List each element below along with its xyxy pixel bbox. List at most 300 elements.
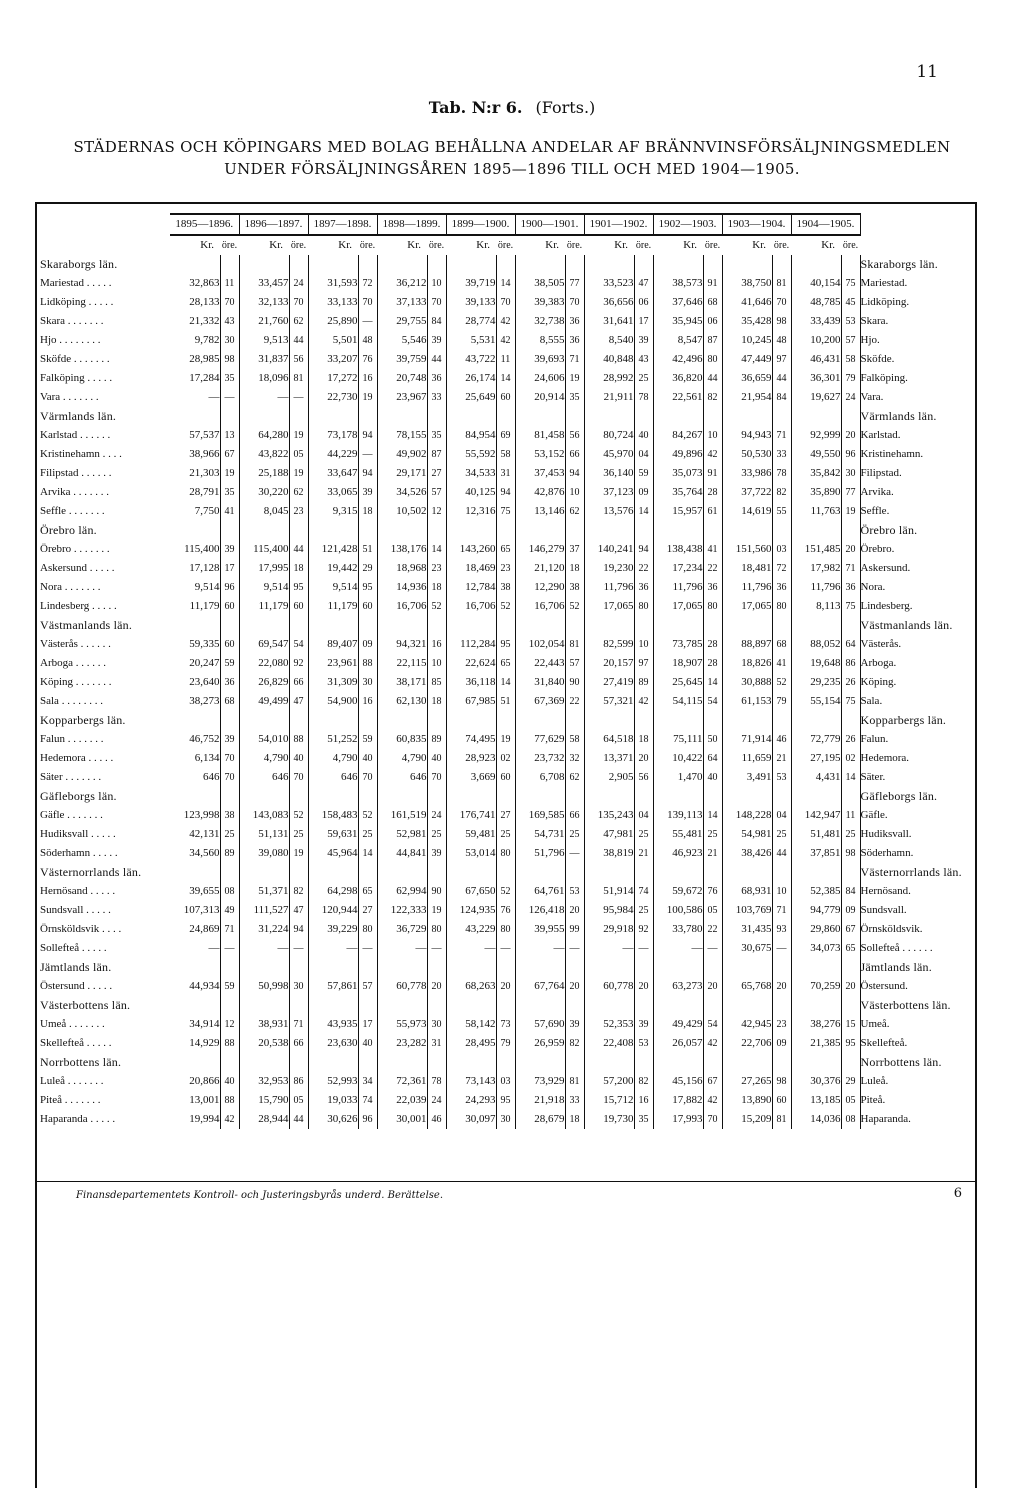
value-kr: 27,265: [741, 1075, 772, 1087]
value-kr: 21,760: [258, 315, 289, 327]
value-ore: 89: [634, 673, 653, 692]
value-ore: [220, 616, 239, 635]
value-kr: 42,876: [534, 486, 565, 498]
value-ore: 46: [772, 730, 791, 749]
value-kr: 25,645: [672, 676, 703, 688]
value-ore: 94: [289, 920, 308, 939]
value-kr: 115,400: [253, 543, 289, 555]
table-row: [40, 426, 975, 445]
group-row: [40, 521, 975, 540]
value-ore: [427, 616, 446, 635]
value-kr: 21,332: [189, 315, 220, 327]
group-row: [40, 407, 975, 426]
value-kr: 73,785: [672, 638, 703, 650]
value-kr: [515, 616, 565, 635]
town-name: Skara . . . . . . .: [40, 315, 104, 327]
value-ore: 10: [634, 635, 653, 654]
value-kr: 22,624: [465, 657, 496, 669]
value-ore: 72: [772, 559, 791, 578]
value-ore: 80: [496, 920, 515, 939]
value-ore: 95: [496, 635, 515, 654]
value-kr: 39,719: [465, 277, 496, 289]
value-kr: [377, 996, 427, 1015]
value-kr: 14,936: [396, 581, 427, 593]
value-kr: 36,659: [741, 372, 772, 384]
value-ore: 62: [289, 483, 308, 502]
value-ore: 19: [289, 844, 308, 863]
town-name: Kristinehamn . . . .: [40, 448, 122, 460]
value-ore: [496, 711, 515, 730]
value-ore: 88: [358, 654, 377, 673]
value-kr: 64,280: [258, 429, 289, 441]
town-name-right: Falköping.: [860, 372, 908, 384]
value-ore: 59: [634, 464, 653, 483]
value-ore: [220, 521, 239, 540]
value-kr: [722, 996, 772, 1015]
value-ore: 84: [427, 312, 446, 331]
value-ore: —: [703, 939, 722, 958]
value-kr: 95,984: [603, 904, 634, 916]
value-ore: [634, 255, 653, 274]
town-name-right: Hjo.: [860, 334, 880, 346]
value-ore: 40: [427, 749, 446, 768]
value-ore: 80: [358, 920, 377, 939]
value-ore: 36: [634, 578, 653, 597]
value-kr: 57,690: [534, 1018, 565, 1030]
county-name-right: Västerbottens län.: [860, 998, 951, 1012]
town-name-right: Kristinehamn.: [860, 448, 924, 460]
value-kr: 18,469: [465, 562, 496, 574]
value-kr: 94,943: [741, 429, 772, 441]
value-kr: —: [277, 942, 289, 954]
unit-kr: Kr.: [407, 239, 421, 251]
county-name-right: Norrbottens län.: [860, 1055, 942, 1069]
value-kr: 73,178: [327, 429, 358, 441]
town-name: Örnsköldsvik . . . .: [40, 923, 122, 935]
value-ore: [565, 407, 584, 426]
value-kr: 18,968: [396, 562, 427, 574]
value-ore: 11: [841, 806, 860, 825]
value-ore: 18: [427, 578, 446, 597]
value-kr: 103,769: [735, 904, 772, 916]
value-ore: 33: [565, 1091, 584, 1110]
value-kr: [653, 407, 703, 426]
value-ore: 79: [496, 1034, 515, 1053]
value-ore: 82: [634, 1072, 653, 1091]
value-ore: 80: [703, 597, 722, 616]
value-ore: 10: [772, 882, 791, 901]
town-name-right: Säter.: [860, 771, 886, 783]
value-ore: 54: [703, 1015, 722, 1034]
unit-ore: öre.: [566, 240, 583, 251]
value-ore: 03: [496, 1072, 515, 1091]
value-ore: [220, 255, 239, 274]
value-ore: 36: [772, 578, 791, 597]
value-kr: 4,431: [815, 771, 841, 783]
value-ore: 41: [220, 502, 239, 521]
table-row: [40, 293, 975, 312]
value-ore: 60: [496, 768, 515, 787]
value-ore: 14: [427, 540, 446, 559]
value-ore: [427, 958, 446, 977]
value-kr: [239, 255, 289, 274]
value-kr: 19,033: [327, 1094, 358, 1106]
value-kr: 31,309: [327, 676, 358, 688]
value-kr: 29,860: [810, 923, 841, 935]
value-ore: 69: [496, 426, 515, 445]
value-ore: 08: [220, 882, 239, 901]
value-ore: [289, 787, 308, 806]
value-ore: 14: [634, 502, 653, 521]
value-kr: 49,902: [396, 448, 427, 460]
value-ore: [703, 1053, 722, 1072]
value-ore: 44: [289, 540, 308, 559]
value-kr: [722, 407, 772, 426]
value-kr: [791, 407, 841, 426]
value-ore: 60: [289, 597, 308, 616]
value-ore: 84: [841, 882, 860, 901]
town-name: Lindesberg . . . . .: [40, 600, 117, 612]
value-ore: 40: [634, 426, 653, 445]
value-kr: 41,646: [741, 296, 772, 308]
value-kr: 139,113: [667, 809, 703, 821]
value-kr: [446, 863, 496, 882]
value-kr: 67,985: [465, 695, 496, 707]
value-ore: 25: [496, 825, 515, 844]
value-ore: 71: [772, 426, 791, 445]
unit-kr: Kr.: [752, 239, 766, 251]
value-kr: 26,174: [465, 372, 496, 384]
value-kr: [446, 255, 496, 274]
value-kr: 54,010: [258, 733, 289, 745]
value-ore: 61: [703, 502, 722, 521]
value-kr: 29,755: [396, 315, 427, 327]
value-kr: 19,994: [189, 1113, 220, 1125]
town-name-right: Sundsvall.: [860, 904, 907, 916]
value-kr: 646: [272, 771, 289, 783]
value-ore: —: [358, 445, 377, 464]
value-ore: 14: [358, 844, 377, 863]
value-ore: [289, 255, 308, 274]
value-kr: 11,796: [672, 581, 703, 593]
value-kr: 38,966: [189, 448, 220, 460]
table-row: [40, 882, 975, 901]
value-ore: 84: [772, 388, 791, 407]
value-ore: 44: [772, 844, 791, 863]
value-ore: 27: [358, 901, 377, 920]
value-kr: [377, 1053, 427, 1072]
value-kr: 22,039: [396, 1094, 427, 1106]
value-ore: [496, 407, 515, 426]
value-ore: 94: [358, 426, 377, 445]
value-ore: 16: [358, 692, 377, 711]
value-ore: 78: [427, 1072, 446, 1091]
value-ore: 91: [703, 464, 722, 483]
value-kr: 77,629: [534, 733, 565, 745]
group-row: [40, 787, 975, 806]
town-name-right: Vara.: [860, 391, 884, 403]
town-name-right: Östersund.: [860, 980, 908, 992]
value-ore: 06: [634, 293, 653, 312]
value-ore: 45: [841, 293, 860, 312]
value-ore: 62: [565, 768, 584, 787]
value-kr: 646: [203, 771, 220, 783]
value-ore: 05: [703, 901, 722, 920]
value-ore: [703, 521, 722, 540]
value-kr: [584, 787, 634, 806]
unit-kr: Kr.: [338, 239, 352, 251]
value-ore: 44: [772, 369, 791, 388]
value-kr: 22,408: [603, 1037, 634, 1049]
value-kr: 100,586: [666, 904, 703, 916]
value-kr: 1,470: [677, 771, 703, 783]
value-ore: 47: [289, 901, 308, 920]
value-kr: [722, 255, 772, 274]
value-ore: [703, 407, 722, 426]
value-kr: 47,449: [741, 353, 772, 365]
year-header: 1902—1903.: [653, 214, 722, 235]
value-ore: [703, 996, 722, 1015]
value-ore: 19: [496, 730, 515, 749]
value-kr: 62,994: [396, 885, 427, 897]
value-kr: [239, 521, 289, 540]
value-ore: 57: [427, 483, 446, 502]
county-name-right: Skaraborgs län.: [860, 257, 938, 271]
town-name-right: Köping.: [860, 676, 897, 688]
value-ore: 52: [565, 597, 584, 616]
value-ore: 08: [841, 1110, 860, 1129]
value-ore: 70: [427, 293, 446, 312]
value-ore: 68: [220, 692, 239, 711]
value-kr: [722, 711, 772, 730]
value-kr: 75,111: [673, 733, 703, 745]
value-kr: 43,935: [327, 1018, 358, 1030]
value-kr: 28,944: [258, 1113, 289, 1125]
value-kr: 57,537: [189, 429, 220, 441]
value-ore: 76: [358, 350, 377, 369]
value-ore: 20: [634, 749, 653, 768]
value-kr: [308, 996, 358, 1015]
table-row: [40, 502, 975, 521]
value-ore: 11: [496, 350, 515, 369]
value-ore: [772, 996, 791, 1015]
value-ore: 74: [634, 882, 653, 901]
value-ore: 40: [358, 1034, 377, 1053]
value-ore: 44: [289, 331, 308, 350]
value-kr: 143,083: [252, 809, 289, 821]
value-ore: 71: [289, 1015, 308, 1034]
value-ore: [703, 958, 722, 977]
value-ore: 55: [772, 502, 791, 521]
value-kr: 68,931: [741, 885, 772, 897]
value-ore: 24: [427, 806, 446, 825]
value-kr: 28,992: [603, 372, 634, 384]
table-row: [40, 1110, 975, 1129]
unit-ore: öre.: [773, 240, 790, 251]
unit-kr: Kr.: [545, 239, 559, 251]
value-ore: 48: [772, 331, 791, 350]
value-ore: 25: [289, 825, 308, 844]
value-kr: 84,267: [672, 429, 703, 441]
value-kr: 32,953: [258, 1075, 289, 1087]
value-kr: 59,672: [672, 885, 703, 897]
value-kr: 33,647: [327, 467, 358, 479]
value-kr: 39,655: [189, 885, 220, 897]
value-kr: [515, 1053, 565, 1072]
value-kr: [308, 1053, 358, 1072]
value-ore: 39: [565, 1015, 584, 1034]
value-kr: [653, 711, 703, 730]
value-ore: 88: [220, 1091, 239, 1110]
value-ore: 73: [496, 1015, 515, 1034]
value-kr: 646: [410, 771, 427, 783]
value-ore: 33: [772, 445, 791, 464]
value-kr: 18,907: [672, 657, 703, 669]
value-kr: [791, 1053, 841, 1072]
value-kr: 9,782: [194, 334, 220, 346]
year-header: 1901—1902.: [584, 214, 653, 235]
town-name-right: Hudiksvall.: [860, 828, 912, 840]
value-kr: 31,837: [258, 353, 289, 365]
value-kr: —: [691, 942, 703, 954]
value-kr: 44,841: [396, 847, 427, 859]
value-kr: [653, 996, 703, 1015]
value-ore: 24: [289, 274, 308, 293]
value-ore: [772, 863, 791, 882]
town-name: Lidköping . . . . .: [40, 296, 114, 308]
value-kr: 88,052: [810, 638, 841, 650]
value-ore: 20: [496, 977, 515, 996]
value-kr: 52,353: [603, 1018, 634, 1030]
town-name: Falköping . . . . .: [40, 372, 113, 384]
value-ore: 80: [772, 597, 791, 616]
group-row: [40, 711, 975, 730]
value-kr: 38,426: [741, 847, 772, 859]
value-kr: 51,481: [810, 828, 841, 840]
town-name: Hudiksvall . . . . .: [40, 828, 116, 840]
value-kr: 42,131: [189, 828, 220, 840]
value-kr: 121,428: [321, 543, 358, 555]
value-kr: 36,118: [465, 676, 496, 688]
value-ore: 22: [703, 559, 722, 578]
value-ore: [634, 863, 653, 882]
unit-kr: Kr.: [821, 239, 835, 251]
value-ore: [358, 407, 377, 426]
value-ore: 82: [289, 882, 308, 901]
value-kr: 10,502: [396, 505, 427, 517]
value-kr: 21,911: [603, 391, 634, 403]
value-kr: 53,014: [465, 847, 496, 859]
value-kr: 33,986: [741, 467, 772, 479]
value-kr: 23,967: [396, 391, 427, 403]
data-table: [40, 213, 975, 1129]
value-kr: 35,764: [672, 486, 703, 498]
value-kr: 143,260: [459, 543, 496, 555]
value-ore: 67: [703, 1072, 722, 1091]
table-row: [40, 578, 975, 597]
value-ore: 70: [289, 293, 308, 312]
value-kr: 24,606: [534, 372, 565, 384]
value-ore: 12: [427, 502, 446, 521]
value-kr: 69,547: [258, 638, 289, 650]
town-name: Hedemora . . . . .: [40, 752, 114, 764]
value-kr: [446, 1053, 496, 1072]
value-ore: 98: [772, 312, 791, 331]
value-kr: 646: [341, 771, 358, 783]
value-kr: —: [484, 942, 496, 954]
value-kr: 25,649: [465, 391, 496, 403]
value-kr: 28,791: [189, 486, 220, 498]
value-ore: 53: [841, 312, 860, 331]
town-name: Filipstad . . . . . .: [40, 467, 112, 479]
town-name-right: Örnsköldsvik.: [860, 923, 923, 935]
value-ore: [565, 863, 584, 882]
value-ore: 28: [703, 654, 722, 673]
value-ore: [358, 996, 377, 1015]
value-ore: 44: [289, 1110, 308, 1129]
value-kr: —: [415, 942, 427, 954]
value-ore: [841, 616, 860, 635]
value-kr: 151,485: [804, 543, 841, 555]
value-kr: 20,914: [534, 391, 565, 403]
value-kr: [446, 521, 496, 540]
value-ore: 17: [634, 312, 653, 331]
value-ore: 26: [841, 673, 860, 692]
value-kr: [308, 255, 358, 274]
value-kr: 45,964: [327, 847, 358, 859]
value-kr: [170, 711, 220, 730]
value-kr: 11,659: [741, 752, 772, 764]
value-ore: 17: [220, 559, 239, 578]
value-ore: 96: [220, 578, 239, 597]
value-kr: 38,273: [189, 695, 220, 707]
value-ore: 31: [496, 464, 515, 483]
value-ore: 02: [841, 749, 860, 768]
town-name: Söderhamn . . . . .: [40, 847, 118, 859]
value-ore: 25: [841, 825, 860, 844]
value-kr: 33,207: [327, 353, 358, 365]
value-ore: —: [289, 939, 308, 958]
value-kr: 74,495: [465, 733, 496, 745]
county-name: Norrbottens län.: [40, 1055, 122, 1069]
value-ore: 25: [634, 369, 653, 388]
town-name-right: Arboga.: [860, 657, 897, 669]
value-ore: [427, 863, 446, 882]
value-ore: —: [634, 939, 653, 958]
value-ore: [565, 616, 584, 635]
value-ore: [634, 521, 653, 540]
value-kr: 19,648: [810, 657, 841, 669]
value-kr: [515, 521, 565, 540]
value-kr: [446, 787, 496, 806]
value-ore: 76: [496, 901, 515, 920]
value-ore: 42: [703, 445, 722, 464]
value-kr: 61,153: [741, 695, 772, 707]
value-ore: 53: [772, 768, 791, 787]
county-name: Västmanlands län.: [40, 618, 133, 632]
value-ore: 32: [565, 749, 584, 768]
value-ore: 44: [703, 369, 722, 388]
value-ore: [565, 1053, 584, 1072]
value-ore: 39: [220, 730, 239, 749]
value-kr: 55,592: [465, 448, 496, 460]
value-ore: 86: [289, 1072, 308, 1091]
value-ore: 43: [634, 350, 653, 369]
value-ore: [427, 996, 446, 1015]
town-name: Hjo . . . . . . . .: [40, 334, 101, 346]
table-continued: (Forts.): [535, 98, 596, 117]
value-kr: [446, 407, 496, 426]
